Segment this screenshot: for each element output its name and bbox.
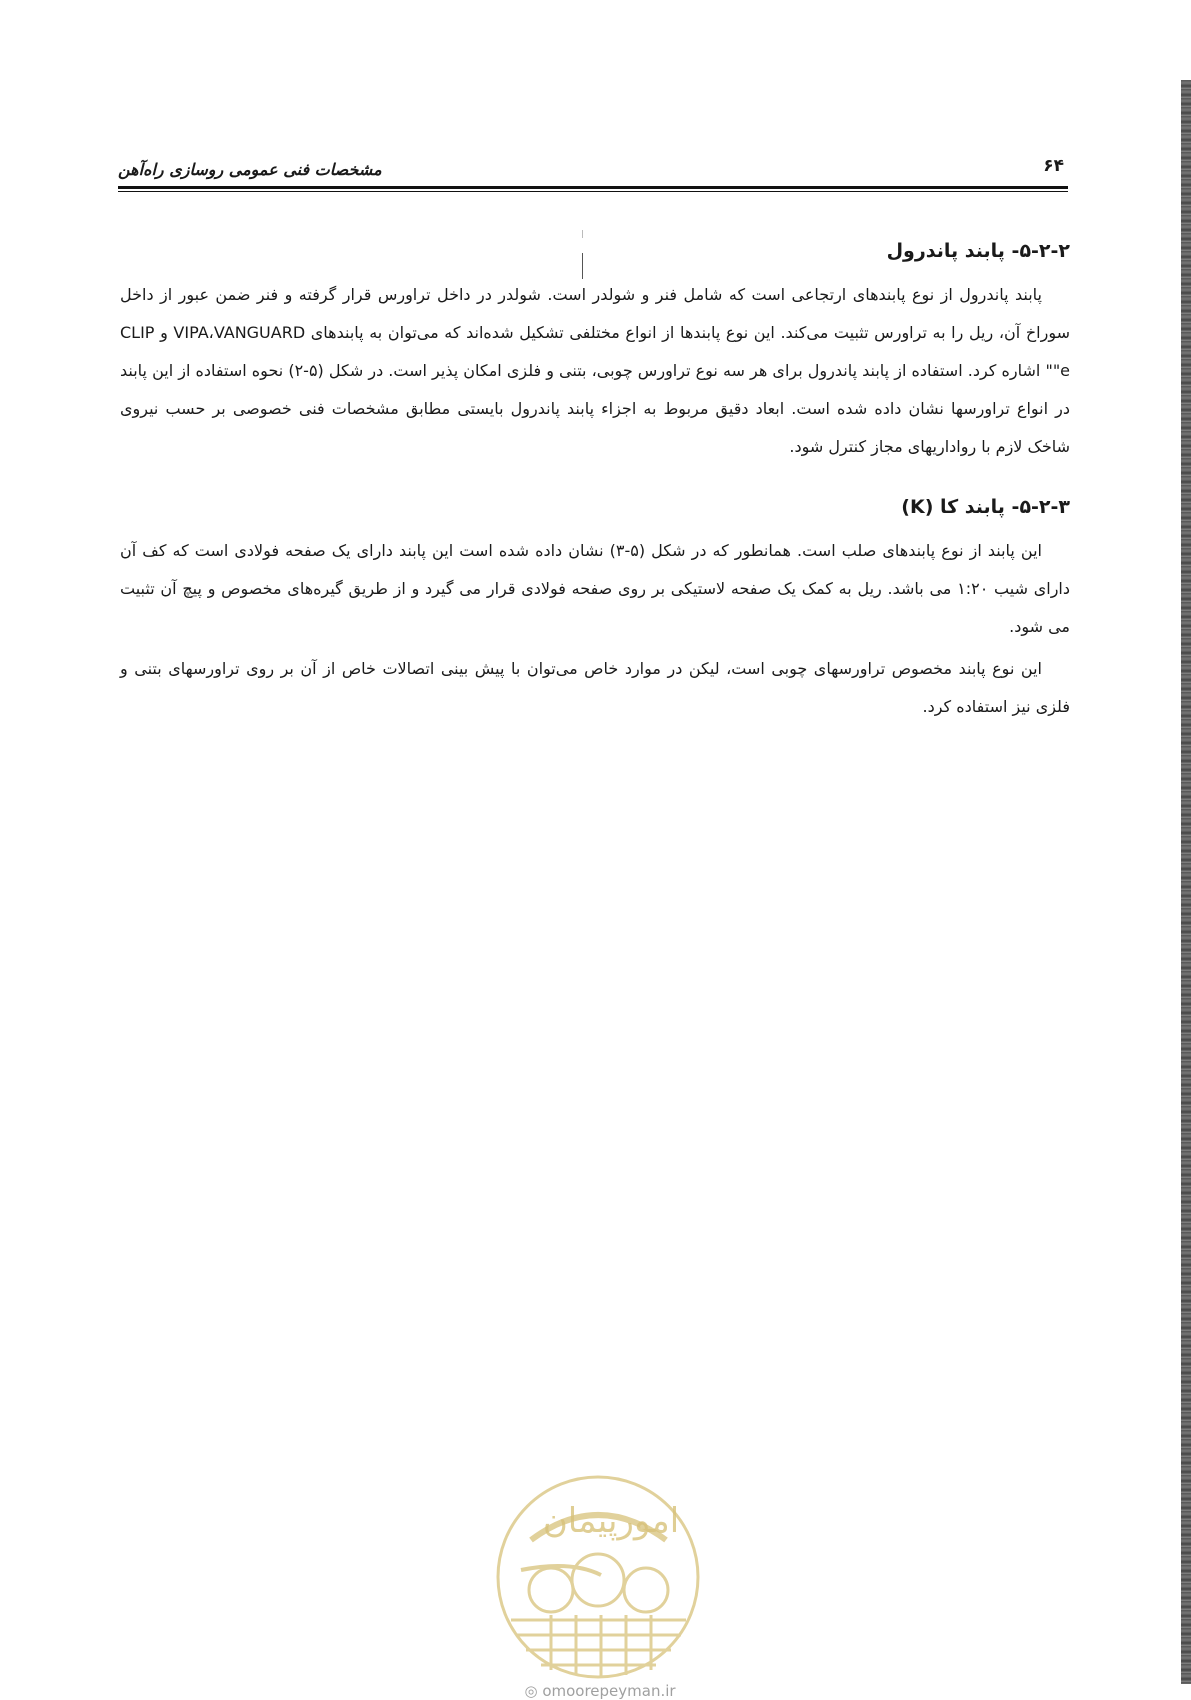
paragraph: این نوع پابند مخصوص تراورسهای چوبی است، لیکن در موارد خاص می‌توان با پیش بینی اتصالات خاص از آن بر روی تراورسهای بتنی و فلزی نیز استفاده کرد. (120, 659, 1070, 716)
paragraph: پابند پاندرول از نوع پابندهای ارتجاعی است که شامل فنر و شولدر است. شولدر در داخل تراورس قرار گرفته و فنر ضمن عبور از داخل سوراخ آن، ریل را به تراورس تثبیت می‌کند. این نوع پابندها از انواع مختلفی تشکیل شده‌اند که می‌توان به پابندهای VIPA،VANGUARD و CLIP "e" اشاره کرد. استفاده از پابند پاندرول برای هر سه نوع تراورس چوبی، بتنی و فلزی امکان پذیر است. در شکل (۵-۲) نحوه استفاده از این پابند در انواع تراورسها نشان داده شده است. ابعاد دقیق مربوط به اجزاء پابند پاندرول بایستی مطابق مشخصات فنی خصوصی بر حسب نیروی شاخک لازم با رواداریهای مجاز کنترل شود. (120, 285, 1071, 456)
scan-edge-shadow (1181, 80, 1191, 1684)
section-heading: ۵-۲-۲- پابند پاندرول (886, 240, 1070, 262)
page-number: ۶۴ (1043, 156, 1064, 176)
watermark-url (480, 1682, 720, 1700)
section-heading: ۵-۲-۳- پابند کا (K) (901, 496, 1070, 518)
header-rule-thin (118, 191, 1068, 192)
body-content (120, 240, 1070, 726)
section-k (120, 496, 1070, 726)
running-title: مشخصات فنی عمومی روسازی راه‌آهن (118, 160, 382, 179)
watermark-logo-text: امورپیمان (542, 1501, 680, 1541)
at-icon: ◎ (524, 1682, 538, 1700)
spacer (120, 466, 1070, 496)
page-header (118, 156, 1068, 192)
header-rule-thick (118, 186, 1068, 189)
paragraph: این پابند از نوع پابندهای صلب است. همانطور که در شکل (۵-۳) نشان داده شده است این پابند دارای یک صفحه فولادی است که کف آن دارای شیب ۱:۲۰ می باشد. ریل به کمک یک صفحه لاستیکی بر روی صفحه فولادی قرار می گیرد و از طریق گیره‌های مخصوص و پیچ آن تثبیت می شود. (120, 541, 1071, 636)
scan-artifact (582, 230, 583, 238)
section-pandrol (120, 240, 1070, 466)
watermark-url-text: omoorepeyman.ir (542, 1682, 676, 1700)
watermark-logo-icon (491, 1470, 706, 1685)
